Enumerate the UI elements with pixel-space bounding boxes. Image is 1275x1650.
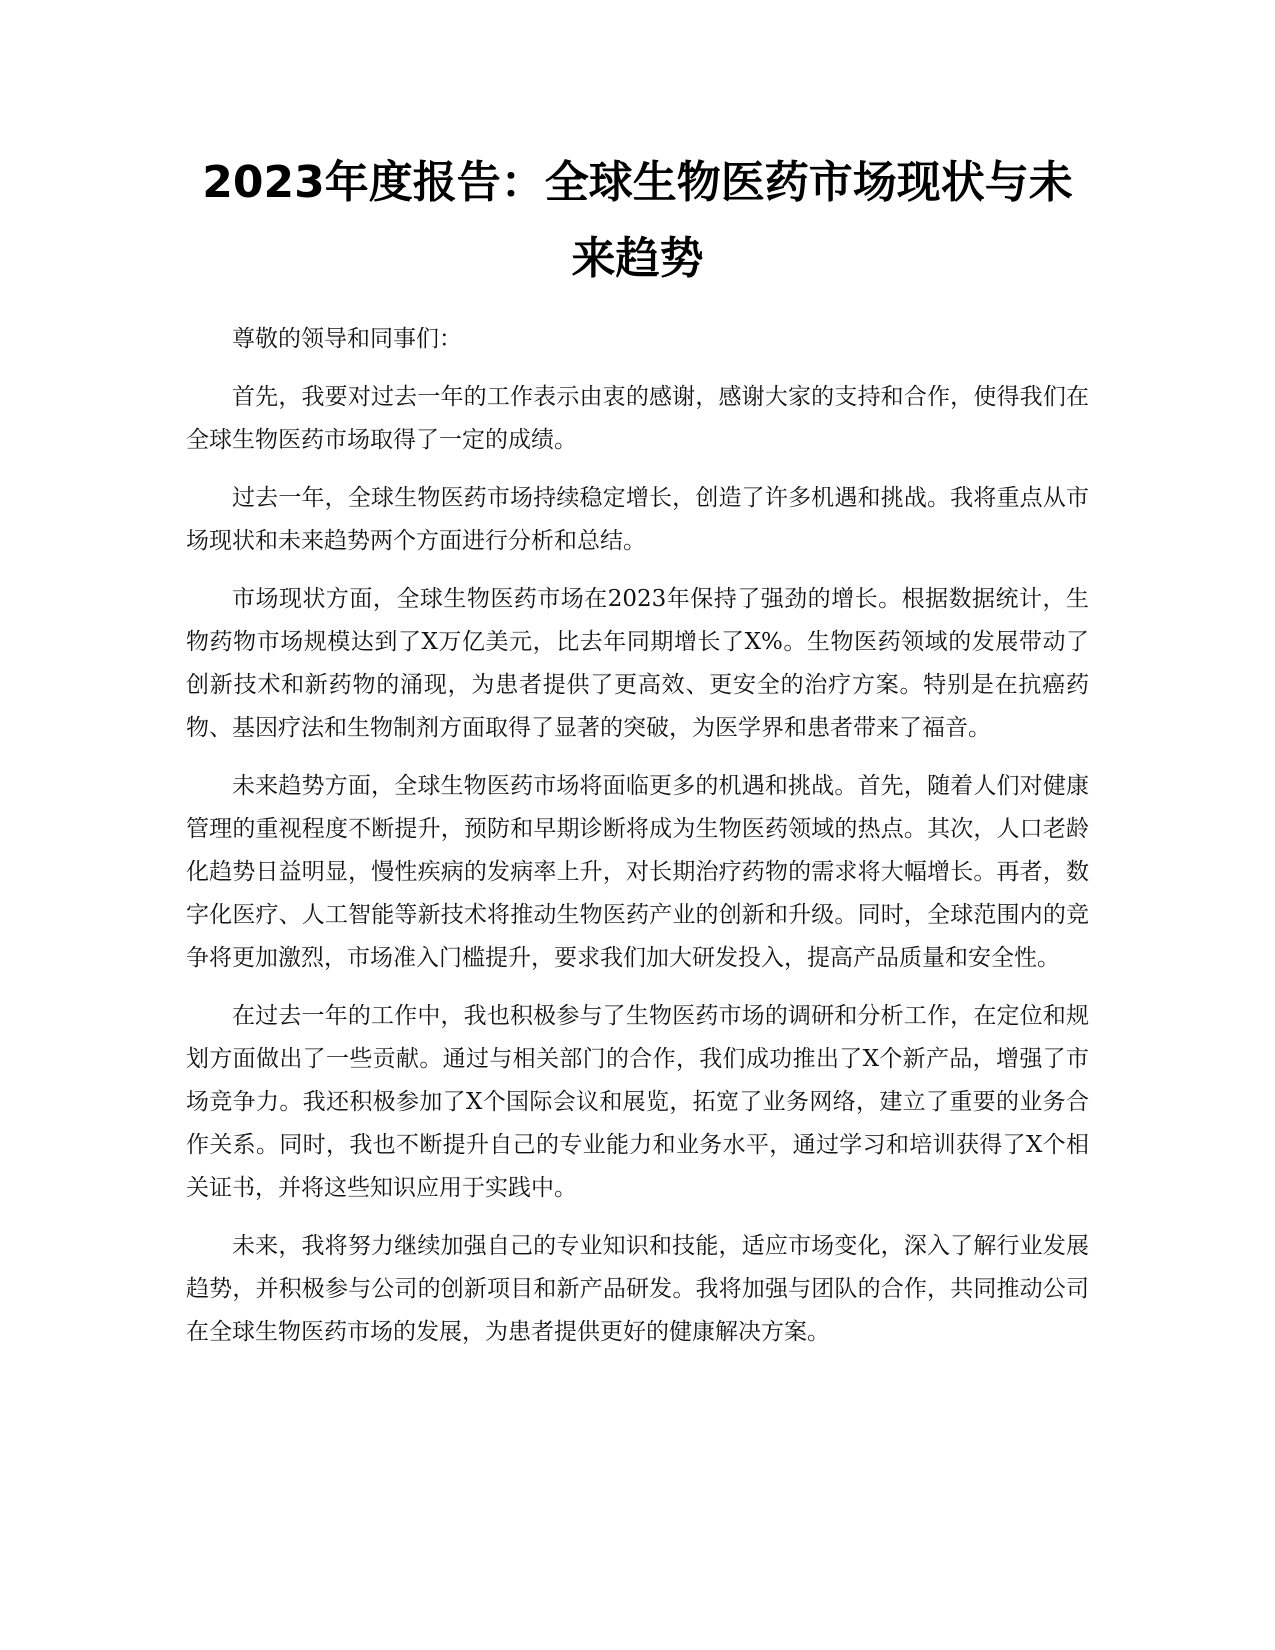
paragraph-overview: 过去一年，全球生物医药市场持续稳定增长，创造了许多机遇和挑战。我将重点从市场现状和未来趋势两个方面进行分析和总结。 <box>186 485 1089 554</box>
document-body <box>186 318 1089 1369</box>
paragraph-future-plans: 未来，我将努力继续加强自己的专业知识和技能，适应市场变化，深入了解行业发展趋势，并积极参与公司的创新项目和新产品研发。我将加强与团队的合作，共同推动公司在全球生物医药市场的发展，为患者提供更好的健康解决方案。 <box>186 1233 1089 1345</box>
document-title: 2023年度报告：全球生物医药市场现状与未来趋势 <box>202 157 1073 284</box>
salutation: 尊敬的领导和同事们： <box>232 326 462 352</box>
paragraph-work-contributions: 在过去一年的工作中，我也积极参与了生物医药市场的调研和分析工作，在定位和规划方面做出了一些贡献。通过与相关部门的合作，我们成功推出了X个新产品，增强了市场竞争力。我还积极参加了X个国际会议和展览，拓宽了业务网络，建立了重要的业务合作关系。同时，我也不断提升自己的专业能力和业务水平，通过学习和培训获得了X个相关证书，并将这些知识应用于实践中。 <box>186 1003 1089 1201</box>
paragraph-future-trends: 未来趋势方面，全球生物医药市场将面临更多的机遇和挑战。首先，随着人们对健康管理的重视程度不断提升，预防和早期诊断将成为生物医药领域的热点。其次，人口老龄化趋势日益明显，慢性疾病的发病率上升，对长期治疗药物的需求将大幅增长。再者，数字化医疗、人工智能等新技术将推动生物医药产业的创新和升级。同时，全球范围内的竞争将更加激烈，市场准入门槛提升，要求我们加大研发投入，提高产品质量和安全性。 <box>186 773 1089 971</box>
paragraph-market-status: 市场现状方面，全球生物医药市场在2023年保持了强劲的增长。根据数据统计，生物药物市场规模达到了X万亿美元，比去年同期增长了X%。生物医药领域的发展带动了创新技术和新药物的涌现，为患者提供了更高效、更安全的治疗方案。特别是在抗癌药物、基因疗法和生物制剂方面取得了显著的突破，为医学界和患者带来了福音。 <box>186 586 1089 741</box>
paragraph-thanks: 首先，我要对过去一年的工作表示由衷的感谢，感谢大家的支持和合作，使得我们在全球生物医药市场取得了一定的成绩。 <box>186 384 1089 453</box>
